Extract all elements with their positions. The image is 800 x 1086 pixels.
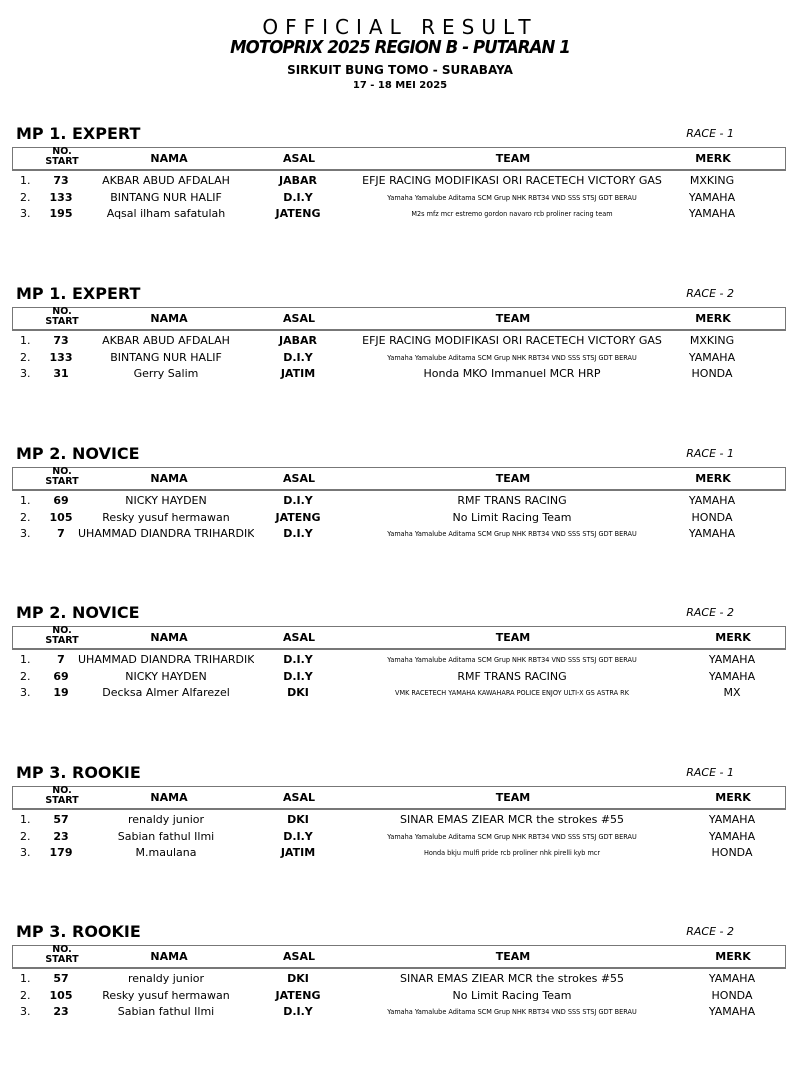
team-name: Yamaha Yamalube Aditama SCM Grup NHK RBT34 VND SSS STSJ GDT BERAU	[387, 530, 637, 538]
race-label: RACE - 2	[686, 925, 734, 938]
col-nama: NAMA	[150, 312, 188, 325]
rider-origin: JABAR	[279, 334, 317, 347]
table-row	[12, 989, 784, 1006]
result-section	[12, 444, 786, 574]
col-nama: NAMA	[150, 152, 188, 165]
brand: MXKING	[689, 174, 735, 187]
race-label: RACE - 2	[686, 606, 734, 619]
start-number: 23	[53, 829, 69, 843]
table-row	[12, 813, 784, 830]
column-header	[12, 467, 786, 491]
rider-origin: DKI	[287, 972, 309, 985]
start-number: 73	[53, 334, 69, 347]
start-number: 57	[53, 813, 69, 826]
rider-name: NICKY HAYDEN	[125, 669, 207, 683]
result-section	[12, 763, 786, 893]
rider-name: renaldy junior	[127, 972, 205, 985]
brand: YAMAHA	[708, 972, 756, 985]
start-number: 105	[49, 988, 73, 1002]
rider-name: AKBAR ABUD AFDALAH	[102, 334, 230, 347]
col-no-start: NO. START	[45, 944, 79, 965]
column-header	[12, 626, 786, 650]
brand: YAMAHA	[688, 190, 736, 204]
brand: MX	[723, 686, 741, 699]
team-name: EFJE RACING MODIFIKASI ORI RACETECH VICTORY GAS	[362, 334, 662, 347]
event-title: MOTOPRIX 2025 REGION B - PUTARAN 1	[230, 37, 570, 58]
table-row	[12, 494, 784, 511]
start-number: 31	[53, 367, 69, 380]
rider-name: Aqsal ilham safatulah	[106, 207, 226, 220]
event-date: 17 - 18 MEI 2025	[352, 80, 448, 91]
col-team: TEAM	[495, 472, 531, 485]
column-header	[12, 147, 786, 171]
position: 2.	[20, 190, 31, 204]
result-section	[12, 603, 786, 733]
brand: YAMAHA	[688, 207, 736, 220]
start-number: 179	[49, 846, 73, 859]
result-section	[12, 922, 786, 1052]
rider-name: Resky yusuf hermawan	[102, 988, 230, 1002]
position: 1.	[20, 494, 31, 507]
brand: YAMAHA	[688, 527, 736, 540]
position: 1.	[20, 972, 31, 985]
position: 2.	[20, 350, 31, 364]
col-asal: ASAL	[283, 472, 315, 485]
table-row	[12, 511, 784, 528]
team-name: No Limit Racing Team	[452, 510, 572, 524]
table-row	[12, 367, 784, 384]
rider-name: M.maulana	[135, 846, 197, 859]
class-title: MP 2. NOVICE	[16, 603, 140, 622]
rider-name: UHAMMAD DIANDRA TRIHARDIK	[78, 527, 254, 540]
brand: YAMAHA	[708, 813, 756, 826]
brand: YAMAHA	[688, 350, 736, 364]
team-name: SINAR EMAS ZIEAR MCR the strokes #55	[399, 972, 625, 985]
table-row	[12, 830, 784, 847]
rider-origin: D.I.Y	[283, 669, 313, 683]
team-name: VMK RACETECH YAMAHA KAWAHARA POLICE ENJOY ULTI-X GS ASTRA RK	[395, 689, 629, 697]
rider-origin: JATIM	[280, 367, 316, 380]
team-name: Yamaha Yamalube Aditama SCM Grup NHK RBT34 VND SSS STSJ GDT BERAU	[387, 353, 637, 362]
position: 3.	[20, 1005, 31, 1018]
rider-origin: DKI	[287, 686, 309, 699]
rider-origin: D.I.Y	[283, 1005, 313, 1018]
start-number: 73	[53, 174, 69, 187]
rider-name: BINTANG NUR HALIF	[110, 190, 222, 204]
col-asal: ASAL	[283, 791, 315, 804]
rider-origin: JATENG	[275, 207, 321, 220]
class-title: MP 3. ROOKIE	[16, 763, 141, 782]
team-name: Yamaha Yamalube Aditama SCM Grup NHK RBT34 VND SSS STSJ GDT BERAU	[387, 656, 637, 664]
result-section	[12, 284, 786, 414]
col-no-start: NO. START	[45, 306, 79, 327]
class-title: MP 2. NOVICE	[16, 444, 140, 463]
class-title: MP 1. EXPERT	[16, 124, 141, 143]
rider-name: NICKY HAYDEN	[125, 494, 207, 507]
col-team: TEAM	[495, 950, 531, 963]
position: 2.	[20, 988, 31, 1002]
rider-origin: D.I.Y	[283, 494, 313, 507]
team-name: M2s mfz mcr estremo gordon navaro rcb proliner racing team	[411, 210, 613, 218]
table-row	[12, 527, 784, 544]
result-rows	[12, 653, 784, 703]
col-team: TEAM	[495, 791, 531, 804]
rider-origin: D.I.Y	[283, 350, 313, 364]
brand: YAMAHA	[688, 494, 736, 507]
race-label: RACE - 1	[686, 127, 734, 140]
brand: YAMAHA	[708, 829, 756, 843]
start-number: 195	[49, 207, 73, 220]
position: 2.	[20, 510, 31, 524]
rider-origin: JATENG	[275, 510, 321, 524]
rider-name: Sabian fathul Ilmi	[117, 1005, 215, 1018]
start-number: 133	[49, 190, 73, 204]
race-label: RACE - 1	[686, 447, 734, 460]
col-asal: ASAL	[283, 312, 315, 325]
rider-name: Gerry Salim	[133, 367, 199, 380]
start-number: 133	[49, 350, 73, 364]
brand: HONDA	[711, 988, 753, 1002]
start-number: 7	[57, 527, 65, 540]
position: 2.	[20, 829, 31, 843]
table-row	[12, 174, 784, 191]
position: 3.	[20, 207, 31, 220]
result-rows	[12, 334, 784, 384]
team-name: Yamaha Yamalube Aditama SCM Grup NHK RBT34 VND SSS STSJ GDT BERAU	[387, 1008, 637, 1016]
brand: MXKING	[689, 334, 735, 347]
start-number: 19	[53, 686, 69, 699]
col-nama: NAMA	[150, 472, 188, 485]
col-no-start: NO. START	[45, 625, 79, 646]
table-row	[12, 686, 784, 703]
brand: HONDA	[711, 846, 753, 859]
col-no-start: NO. START	[45, 146, 79, 167]
position: 1.	[20, 334, 31, 347]
brand: YAMAHA	[708, 669, 756, 683]
col-merk: MERK	[695, 312, 731, 325]
rider-origin: JABAR	[279, 174, 317, 187]
brand: YAMAHA	[708, 1005, 756, 1018]
position: 1.	[20, 653, 31, 666]
col-merk: MERK	[715, 791, 751, 804]
result-rows	[12, 972, 784, 1022]
rider-origin: D.I.Y	[283, 527, 313, 540]
class-title: MP 3. ROOKIE	[16, 922, 141, 941]
table-row	[12, 846, 784, 863]
circuit-name: SIRKUIT BUNG TOMO - SURABAYA	[287, 63, 513, 77]
start-number: 7	[57, 653, 65, 666]
rider-name: Decksa Almer Alfarezel	[102, 686, 230, 699]
result-rows	[12, 494, 784, 544]
col-no-start: NO. START	[45, 785, 79, 806]
rider-name: UHAMMAD DIANDRA TRIHARDIK	[78, 653, 254, 666]
position: 1.	[20, 174, 31, 187]
start-number: 57	[53, 972, 69, 985]
table-row	[12, 653, 784, 670]
col-merk: MERK	[715, 950, 751, 963]
team-name: No Limit Racing Team	[452, 988, 572, 1002]
col-asal: ASAL	[283, 152, 315, 165]
col-team: TEAM	[495, 152, 531, 165]
start-number: 69	[53, 494, 69, 507]
team-name: SINAR EMAS ZIEAR MCR the strokes #55	[399, 813, 625, 826]
table-row	[12, 207, 784, 224]
col-merk: MERK	[695, 152, 731, 165]
team-name: Yamaha Yamalube Aditama SCM Grup NHK RBT34 VND SSS STSJ GDT BERAU	[387, 832, 637, 841]
team-name: RMF TRANS RACING	[457, 494, 567, 507]
brand: HONDA	[691, 367, 733, 380]
rider-name: Sabian fathul Ilmi	[117, 829, 215, 843]
column-header	[12, 945, 786, 969]
table-row	[12, 972, 784, 989]
result-rows	[12, 174, 784, 224]
col-asal: ASAL	[283, 631, 315, 644]
team-name: Yamaha Yamalube Aditama SCM Grup NHK RBT34 VND SSS STSJ GDT BERAU	[387, 193, 637, 202]
col-nama: NAMA	[150, 950, 188, 963]
start-number: 69	[53, 669, 69, 683]
table-row	[12, 1005, 784, 1022]
table-row	[12, 191, 784, 208]
race-label: RACE - 2	[686, 287, 734, 300]
rider-origin: D.I.Y	[283, 190, 313, 204]
table-row	[12, 351, 784, 368]
col-no-start: NO. START	[45, 466, 79, 487]
position: 2.	[20, 669, 31, 683]
rider-origin: JATIM	[280, 846, 316, 859]
table-row	[12, 334, 784, 351]
position: 3.	[20, 686, 31, 699]
col-merk: MERK	[715, 631, 751, 644]
col-merk: MERK	[695, 472, 731, 485]
col-team: TEAM	[495, 312, 531, 325]
start-number: 23	[53, 1005, 69, 1018]
team-name: Honda MKO Immanuel MCR HRP	[423, 367, 601, 380]
class-title: MP 1. EXPERT	[16, 284, 141, 303]
brand: YAMAHA	[708, 653, 756, 666]
rider-name: AKBAR ABUD AFDALAH	[102, 174, 230, 187]
rider-origin: DKI	[287, 813, 309, 826]
col-nama: NAMA	[150, 791, 188, 804]
rider-origin: D.I.Y	[283, 653, 313, 666]
race-label: RACE - 1	[686, 766, 734, 779]
result-section	[12, 124, 786, 254]
team-name: RMF TRANS RACING	[457, 669, 567, 683]
position: 3.	[20, 527, 31, 540]
col-team: TEAM	[495, 631, 531, 644]
start-number: 105	[49, 510, 73, 524]
rider-name: renaldy junior	[127, 813, 205, 826]
rider-origin: JATENG	[275, 988, 321, 1002]
rider-name: Resky yusuf hermawan	[102, 510, 230, 524]
col-asal: ASAL	[283, 950, 315, 963]
brand: HONDA	[691, 510, 733, 524]
team-name: EFJE RACING MODIFIKASI ORI RACETECH VICTORY GAS	[362, 174, 662, 187]
result-rows	[12, 813, 784, 863]
col-nama: NAMA	[150, 631, 188, 644]
team-name: Honda bkju mulfi pride rcb proliner nhk pirelli kyb mcr	[423, 849, 601, 857]
position: 3.	[20, 367, 31, 380]
table-row	[12, 670, 784, 687]
position: 1.	[20, 813, 31, 826]
column-header	[12, 307, 786, 331]
rider-name: BINTANG NUR HALIF	[110, 350, 222, 364]
column-header	[12, 786, 786, 810]
rider-origin: D.I.Y	[283, 829, 313, 843]
document-title: OFFICIAL RESULT	[262, 15, 538, 39]
position: 3.	[20, 846, 31, 859]
